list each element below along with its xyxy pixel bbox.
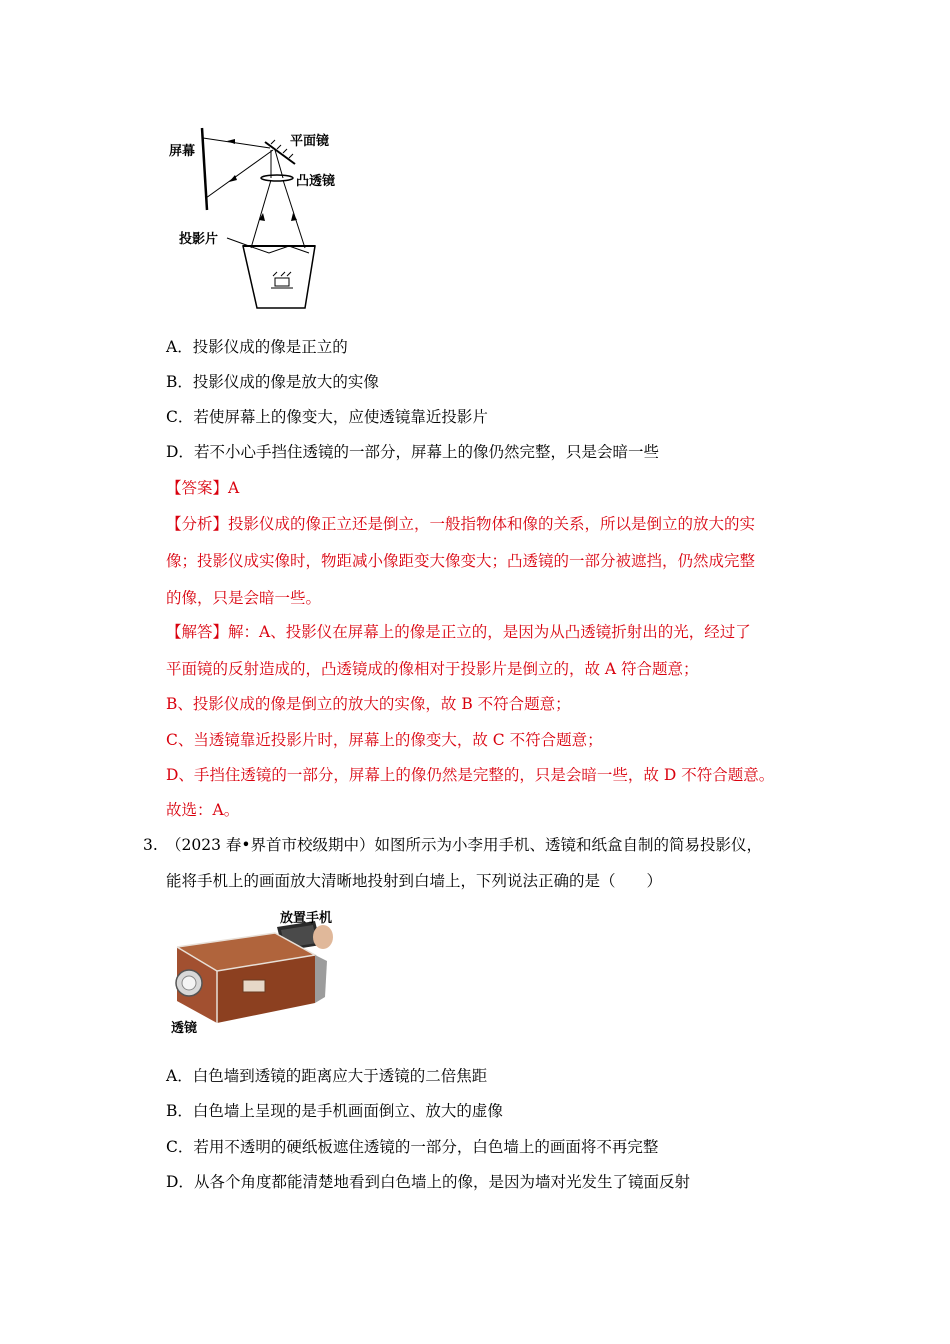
option-letter: B． (166, 373, 193, 391)
option-letter: D． (166, 1173, 194, 1191)
q2-solution-line: B、投影仪成的像是倒立的放大的实像，故 B 不符合题意； (166, 695, 571, 713)
option-text: 投影仪成的像是放大的实像 (192, 373, 379, 391)
q2-analysis-line: 【分析】投影仪成的像正立还是倒立，一般指物体和像的关系，所以是倒立的放大的实 (166, 515, 756, 533)
q2-solution-line: C、当透镜靠近投影片时，屏幕上的像变大，故 C 不符合题意； (166, 731, 603, 749)
option-text: 若使屏幕上的像变大，应使透镜靠近投影片 (193, 408, 488, 426)
q2-solution-line: 平面镜的反射造成的，凸透镜成的像相对于投影片是倒立的，故 A 符合题意； (166, 660, 699, 678)
option-letter: A． (166, 1067, 193, 1085)
q3-option-a (166, 1065, 487, 1087)
label-mirror: 平面镜 (290, 134, 330, 149)
q3-option-d (166, 1171, 690, 1193)
option-letter: D． (166, 443, 194, 461)
q2-option-b (166, 371, 379, 393)
q2-solution-line: 故选：A。 (166, 801, 240, 819)
q2-answer: 【答案】A (166, 479, 240, 497)
q2-analysis-line: 的像，只是会暗一些。 (166, 589, 322, 607)
label-screen: 屏幕 (169, 144, 196, 159)
q3-option-b (166, 1100, 503, 1122)
option-letter: C． (166, 1138, 194, 1156)
option-text: 投影仪成的像是正立的 (192, 338, 348, 356)
option-text: 若用不透明的硬纸板遮住透镜的一部分，白色墙上的画面将不再完整 (193, 1138, 659, 1156)
option-text: 若不小心手挡住透镜的一部分，屏幕上的像仍然完整，只是会暗一些 (193, 443, 659, 461)
label-phone-slot: 放置手机 (280, 911, 333, 926)
option-letter: B． (166, 1102, 193, 1120)
label-slide: 投影片 (179, 232, 219, 247)
option-letter: A． (166, 338, 193, 356)
label-lens-photo: 透镜 (171, 1021, 198, 1036)
q2-analysis-line: 像；投影仪成实像时，物距减小像距变大像变大；凸透镜的一部分被遮挡，仍然成完整 (166, 552, 756, 570)
projector-diagram (165, 120, 365, 315)
q3-stem-line: （2023 春•界首市校级期中）如图所示为小李用手机、透镜和纸盒自制的简易投影仪， (166, 836, 763, 854)
q2-solution-line: 【解答】解：A、投影仪在屏幕上的像是正立的，是因为从凸透镜折射出的光，经过了 (166, 623, 751, 641)
q2-option-d (166, 441, 659, 463)
q3-number: 3. (143, 836, 158, 854)
q2-solution-line: D、手挡住透镜的一部分，屏幕上的像仍然是完整的，只是会暗一些，故 D 不符合题意。 (166, 766, 775, 784)
q3-stem-line: 能将手机上的画面放大清晰地投射到白墙上，下列说法正确的是（ ） (166, 872, 663, 890)
option-text: 白色墙到透镜的距离应大于透镜的二倍焦距 (192, 1067, 488, 1085)
option-text: 白色墙上呈现的是手机画面倒立、放大的虚像 (192, 1102, 503, 1120)
label-lens: 凸透镜 (296, 174, 336, 189)
q2-option-a (166, 336, 348, 358)
option-text: 从各个角度都能清楚地看到白色墙上的像，是因为墙对光发生了镜面反射 (193, 1173, 690, 1191)
q3-option-c (166, 1136, 658, 1158)
cardboard-projector-photo (165, 905, 345, 1040)
q2-option-c (166, 406, 488, 428)
option-letter: C． (166, 408, 194, 426)
